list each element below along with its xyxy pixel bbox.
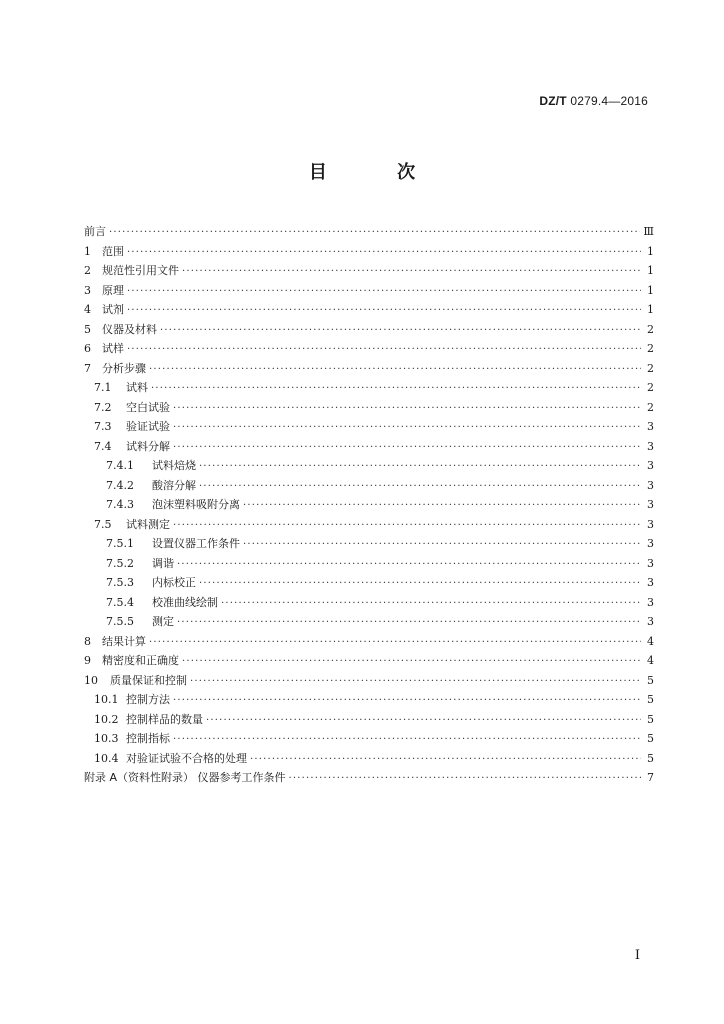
toc-leader-dots: [127, 243, 641, 263]
toc-entry[interactable]: [84, 398, 654, 418]
toc-leader-dots: [173, 438, 641, 458]
toc-entry-number: 6: [84, 342, 91, 355]
toc-entry-page: 3: [647, 556, 654, 570]
toc-entry-title: 精密度和正确度: [102, 654, 179, 667]
toc-entry[interactable]: [84, 749, 654, 769]
toc-entry[interactable]: [84, 593, 654, 613]
toc-leader-dots: [127, 301, 641, 321]
toc-entry-title: 校准曲线绘制: [152, 595, 218, 609]
toc-leader-dots: [149, 360, 641, 380]
toc-entry-title: 控制方法: [126, 693, 170, 706]
toc-entry-number: 4: [84, 303, 91, 316]
toc-entry[interactable]: [84, 612, 654, 632]
toc-leader-dots: [173, 516, 641, 536]
toc-entry-page: 7: [647, 771, 654, 784]
toc-leader-dots: [160, 321, 641, 341]
toc-entry[interactable]: [84, 222, 654, 242]
toc-entry-title: 空白试验: [126, 400, 170, 414]
toc-leader-dots: [109, 223, 640, 243]
toc-leader-dots: [173, 418, 641, 438]
toc-entry[interactable]: [84, 378, 654, 398]
toc-entry[interactable]: [84, 651, 654, 671]
document-code-prefix: DZ/T: [539, 94, 567, 108]
toc-leader-dots: [173, 730, 641, 750]
toc-entry[interactable]: [84, 729, 654, 749]
toc-leader-dots: [127, 282, 641, 302]
toc-entry-page: 3: [647, 537, 654, 550]
document-code: [539, 94, 648, 108]
toc-entry-title: 试样: [102, 342, 124, 355]
toc-entry[interactable]: [84, 534, 654, 554]
toc-entry-page: 3: [647, 498, 654, 511]
toc-entry-title: 范围: [102, 244, 124, 258]
toc-entry-page: 3: [647, 420, 654, 433]
toc-entry-page: 4: [647, 654, 654, 667]
toc-entry-title: 附录 A（资料性附录） 仪器参考工作条件: [84, 771, 286, 784]
toc-entry-page: 1: [647, 264, 654, 277]
toc-leader-dots: [243, 496, 641, 516]
toc-entry[interactable]: [84, 573, 654, 593]
toc-leader-dots: [250, 750, 641, 770]
toc-leader-dots: [206, 711, 641, 731]
toc-entry[interactable]: [84, 495, 654, 515]
toc-entry-number: 7.5.2: [106, 556, 134, 570]
toc-title: 目 次: [308, 162, 448, 183]
toc-entry[interactable]: [84, 417, 654, 437]
toc-entry-number: 7.5.3: [106, 576, 134, 589]
toc-entry[interactable]: [84, 710, 654, 730]
toc-entry-number: 7.3: [94, 420, 112, 433]
toc-entry-title: 内标校正: [152, 576, 196, 589]
toc-entry[interactable]: [84, 359, 654, 379]
toc-entry[interactable]: [84, 300, 654, 320]
toc-leader-dots: [182, 652, 641, 672]
toc-entry[interactable]: [84, 456, 654, 476]
toc-entry-title: 试料焙烧: [152, 459, 196, 472]
toc-entry-number: 7.5.5: [106, 615, 134, 628]
toc-entry-page: 3: [647, 478, 654, 492]
toc-leader-dots: [149, 633, 641, 653]
document-code-number: 0279.4—2016: [570, 94, 648, 108]
toc-entry-page: 3: [647, 576, 654, 589]
toc-entry[interactable]: [84, 768, 654, 788]
toc-leader-dots: [199, 477, 641, 497]
toc-leader-dots: [199, 574, 641, 594]
toc-entry-number: 7.5: [94, 517, 112, 531]
toc-entry-page: 5: [647, 673, 654, 687]
toc-leader-dots: [127, 340, 641, 360]
toc-entry-number: 8: [84, 634, 91, 648]
toc-entry[interactable]: [84, 632, 654, 652]
toc-entry-title: 规范性引用文件: [102, 264, 179, 277]
toc-leader-dots: [182, 262, 641, 282]
toc-entry-title: 泡沫塑料吸附分离: [152, 498, 240, 511]
toc-leader-dots: [221, 594, 641, 614]
toc-entry-number: 10.2: [94, 712, 119, 726]
toc-leader-dots: [289, 769, 641, 789]
toc-entry[interactable]: [84, 242, 654, 262]
toc-entry-title: 前言: [84, 225, 106, 238]
toc-entry-page: 1: [647, 303, 654, 316]
toc-entry-title: 质量保证和控制: [110, 673, 187, 687]
toc-entry-number: 7.2: [94, 400, 112, 414]
toc-entry-number: 7: [84, 361, 91, 375]
toc-entry-number: 9: [84, 654, 91, 667]
toc-entry-title: 控制指标: [126, 732, 170, 745]
toc-entry-title: 验证试验: [126, 420, 170, 433]
toc-entry-number: 7.4: [94, 439, 112, 453]
toc-entry-page: 5: [647, 693, 654, 706]
toc-entry-page: 4: [647, 634, 654, 648]
toc-entry-title: 设置仪器工作条件: [152, 537, 240, 550]
toc-entry-page: 5: [647, 732, 654, 745]
toc-entry-number: 10: [84, 673, 98, 687]
toc-entry-number: 1: [84, 244, 91, 258]
toc-leader-dots: [190, 672, 641, 692]
toc-entry-page: 3: [647, 517, 654, 531]
toc-entry[interactable]: [84, 339, 654, 359]
toc-entry-number: 10.3: [94, 732, 119, 745]
toc-leader-dots: [243, 535, 641, 555]
toc-entry-number: 10.4: [94, 751, 119, 765]
toc-entry-page: 3: [647, 439, 654, 453]
toc-entry[interactable]: [84, 320, 654, 340]
page-number: Ⅰ: [634, 948, 640, 963]
toc-entry-number: 7.4.3: [106, 498, 134, 511]
toc-entry-number: 7.4.1: [106, 459, 134, 472]
toc-leader-dots: [151, 379, 641, 399]
toc-entry-page: 2: [647, 342, 654, 355]
toc-entry-title: 测定: [152, 615, 174, 628]
toc-entry[interactable]: [84, 515, 654, 535]
toc-entry[interactable]: [84, 554, 654, 574]
toc-entry-page: 5: [647, 712, 654, 726]
toc-entry-page: 1: [647, 283, 654, 297]
toc-entry-number: 7.5.4: [106, 595, 134, 609]
toc-entry[interactable]: [84, 671, 654, 691]
toc-entry-page: 2: [647, 400, 654, 414]
toc-entry-number: 2: [84, 264, 91, 277]
toc-entry-title: 分析步骤: [102, 361, 146, 375]
toc-entry-title: 仪器及材料: [102, 322, 157, 336]
toc-entry-number: 7.4.2: [106, 478, 134, 492]
toc-entry[interactable]: [84, 690, 654, 710]
toc-entry-number: 7.5.1: [106, 537, 134, 550]
toc-entry-title: 酸溶分解: [152, 478, 196, 492]
toc-entry-number: 5: [84, 322, 91, 336]
toc-entry[interactable]: [84, 476, 654, 496]
toc-entry[interactable]: [84, 281, 654, 301]
toc-entry-title: 对验证试验不合格的处理: [126, 751, 247, 765]
toc-leader-dots: [199, 457, 641, 477]
toc-entry-title: 控制样品的数量: [126, 712, 203, 726]
toc-leader-dots: [177, 613, 641, 633]
toc-entry-title: 调谐: [152, 556, 174, 570]
toc-entry-page: 1: [647, 244, 654, 258]
toc-entry[interactable]: [84, 437, 654, 457]
table-of-contents: [84, 222, 654, 788]
toc-leader-dots: [173, 691, 641, 711]
toc-entry-page: 2: [647, 381, 654, 394]
toc-entry-number: 3: [84, 283, 91, 297]
toc-entry[interactable]: [84, 261, 654, 281]
toc-entry-page: 3: [647, 459, 654, 472]
toc-entry-title: 结果计算: [102, 634, 146, 648]
toc-leader-dots: [177, 555, 641, 575]
toc-entry-title: 试料: [126, 381, 148, 394]
toc-entry-page: 2: [647, 322, 654, 336]
toc-entry-title: 试料测定: [126, 517, 170, 531]
toc-entry-number: 10.1: [94, 693, 119, 706]
toc-entry-page: 3: [647, 595, 654, 609]
toc-entry-title: 试剂: [102, 303, 124, 316]
toc-entry-page: 2: [647, 361, 654, 375]
toc-entry-page: 5: [647, 751, 654, 765]
toc-entry-number: 7.1: [94, 381, 112, 394]
toc-entry-title: 试料分解: [126, 439, 170, 453]
toc-entry-title: 原理: [102, 283, 124, 297]
toc-entry-page: Ⅲ: [643, 225, 654, 238]
toc-leader-dots: [173, 399, 641, 419]
toc-entry-page: 3: [647, 615, 654, 628]
